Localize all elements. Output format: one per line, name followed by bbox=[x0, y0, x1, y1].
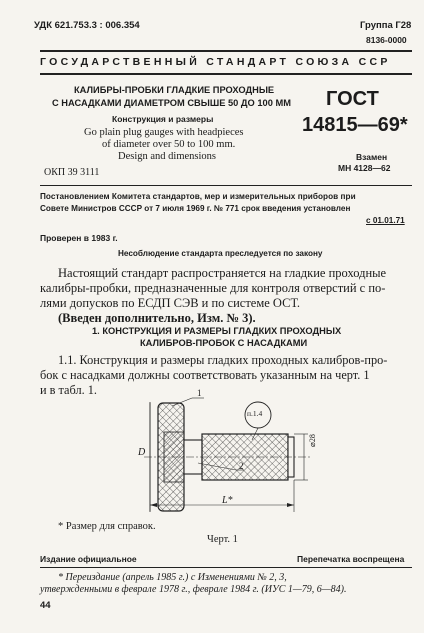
label-part-2: 2 bbox=[239, 461, 244, 471]
footer-rule bbox=[40, 567, 412, 568]
english-title-2: of diameter over 50 to 100 mm. bbox=[102, 139, 236, 150]
intro-line-1: Настоящий стандарт распространяется на гладкие проходные bbox=[58, 266, 387, 280]
decree-line-1: Постановлением Комитета стандартов, мер и измерительных приборов при bbox=[40, 192, 356, 201]
reissue-note-1: * Переиздание (апрель 1985 г.) с Изменениями № 2, 3, bbox=[58, 572, 287, 583]
replaces-label: Взамен bbox=[356, 152, 388, 162]
label-length-l: L* bbox=[222, 495, 233, 506]
replaces-value: МН 4128—62 bbox=[338, 163, 391, 173]
state-standard-banner: ГОСУДАРСТВЕННЫЙ СТАНДАРТ СОЮЗА ССР bbox=[40, 56, 391, 68]
official-edition: Издание официальное bbox=[40, 554, 137, 564]
reprint-prohibited: Перепечатка воспрещена bbox=[297, 554, 405, 564]
figure-caption: Черт. 1 bbox=[207, 534, 238, 545]
reissue-note-2: утвержденными в феврале 1978 г., феврале 1984 г. (ИУС 1—79, 6—84). bbox=[40, 584, 347, 595]
title-line-1: КАЛИБРЫ-ПРОБКИ ГЛАДКИЕ ПРОХОДНЫЕ bbox=[74, 85, 275, 95]
clause-line-1: 1.1. Конструкция и размеры гладких проходных калибров-про- bbox=[58, 353, 388, 367]
label-diameter-28: ⌀28 bbox=[308, 434, 317, 447]
intro-line-2: калибры-пробки, предназначенные для контроля отверстий с по- bbox=[40, 281, 386, 295]
english-title-1: Go plain plug gauges with headpieces bbox=[84, 127, 244, 138]
english-title-3: Design and dimensions bbox=[118, 151, 216, 162]
standard-code: 8136-0000 bbox=[366, 35, 407, 45]
section-heading-2: КАЛИБРОВ-ПРОБОК С НАСАДКАМИ bbox=[140, 338, 308, 348]
title-line-2: С НАСАДКАМИ ДИАМЕТРОМ СВЫШЕ 50 ДО 100 ММ bbox=[52, 98, 291, 108]
intro-line-3: лями допусков по ЕСДП СЭВ и по системе ОСТ. bbox=[40, 296, 300, 310]
label-diameter-d: D bbox=[138, 447, 146, 458]
label-clause-ref: п.1.4 bbox=[247, 409, 263, 418]
label-part-1: 1 bbox=[197, 388, 202, 398]
page-number: 44 bbox=[40, 600, 51, 611]
decree-line-2: Совете Министров СССР от 7 июля 1969 г. № 771 срок введения установлен bbox=[40, 204, 351, 213]
checked-year: Проверен в 1983 г. bbox=[40, 233, 118, 243]
reference-footnote: * Размер для справок. bbox=[58, 521, 156, 532]
gost-label: ГОСТ bbox=[326, 88, 379, 110]
group-code: Группа Г28 bbox=[360, 20, 412, 31]
title-line-3: Конструкция и размеры bbox=[112, 114, 214, 124]
clause-line-3: и в табл. 1. bbox=[40, 383, 97, 397]
okp-code: ОКП 39 3111 bbox=[44, 167, 100, 178]
law-warning: Несоблюдение стандарта преследуется по закону bbox=[118, 249, 323, 258]
section-heading-1: 1. КОНСТРУКЦИЯ И РАЗМЕРЫ ГЛАДКИХ ПРОХОДНЫХ bbox=[92, 326, 342, 336]
amendment-note: (Введен дополнительно, Изм. № 3). bbox=[58, 311, 256, 325]
decree-line-3: с 01.01.71 bbox=[366, 216, 405, 225]
udk-code: УДК 621.753.3 : 006.354 bbox=[34, 20, 140, 31]
gost-number: 14815—69* bbox=[302, 114, 408, 136]
clause-line-2: бок с насадками должны соответствовать указанным на черт. 1 bbox=[40, 368, 370, 382]
